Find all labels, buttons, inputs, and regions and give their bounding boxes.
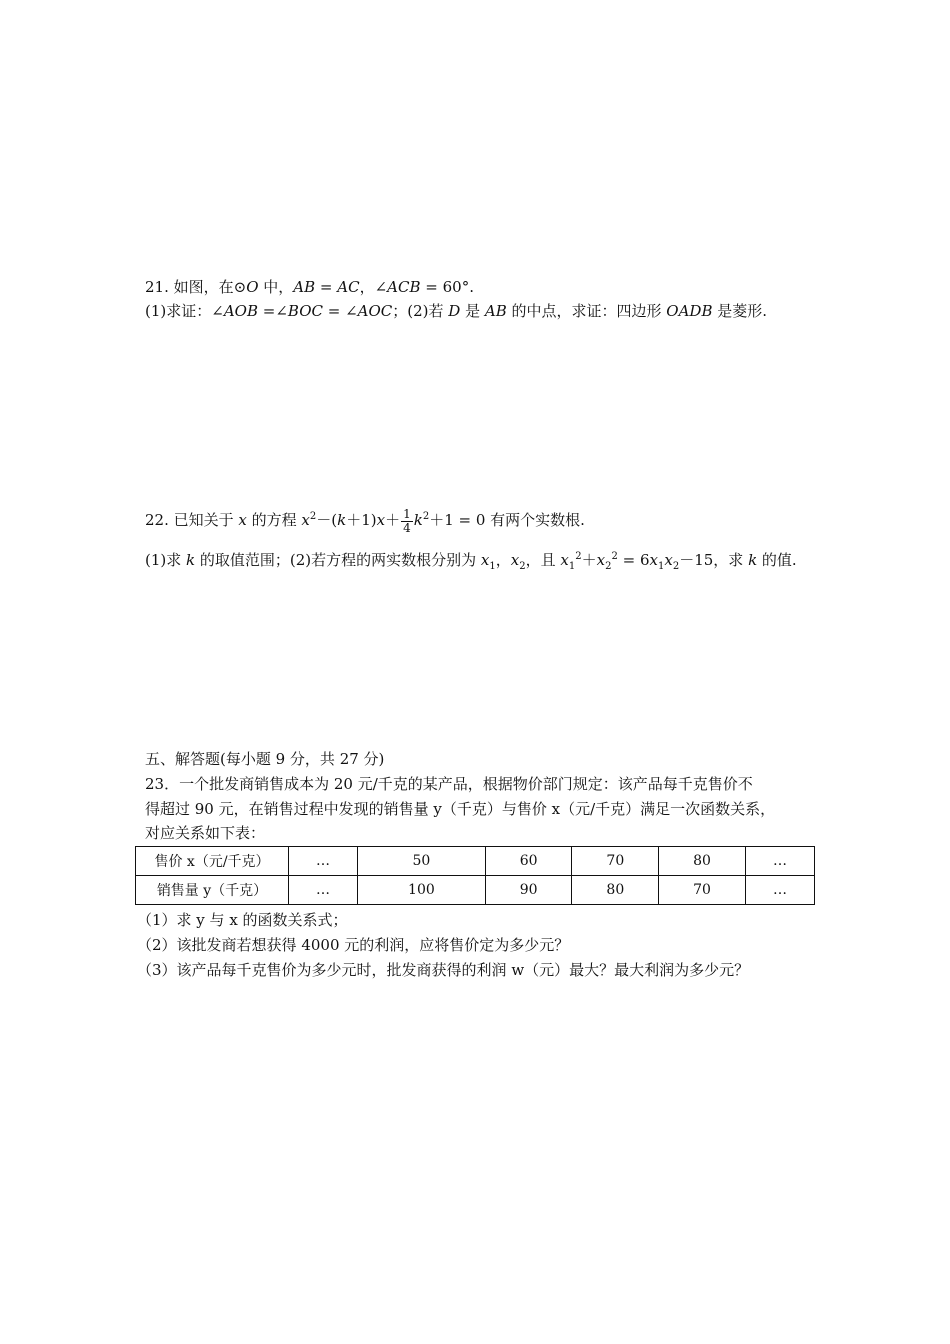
table-cell: 60 bbox=[485, 847, 572, 876]
table-cell: … bbox=[289, 876, 358, 905]
table-cell: 80 bbox=[659, 847, 746, 876]
table-cell: 70 bbox=[659, 876, 746, 905]
q22-line2: (1)求 k 的取值范围；(2)若方程的两实数根分别为 $x_1$，$x_2$，且 $x_1^2+x_2^2 = 6x_1x_2-15$，求 k 的值. bbox=[145, 551, 797, 572]
table-cell: 70 bbox=[572, 847, 659, 876]
table-row bbox=[136, 847, 815, 876]
table-cell: 销售量 y（千克） bbox=[136, 876, 289, 905]
q21-line1: 21. 如图，在⊙O 中，AB = AC，∠ACB = 60°. bbox=[145, 278, 474, 296]
q23-line2: 得超过 90 元，在销售过程中发现的销售量 y（千克）与售价 x（元/千克）满足一次函数关系， bbox=[145, 800, 776, 818]
q23-part2: （2）该批发商若想获得 4000 元的利润，应将售价定为多少元？ bbox=[137, 936, 570, 954]
table-cell: … bbox=[745, 876, 814, 905]
table-cell: … bbox=[745, 847, 814, 876]
price-sales-table bbox=[135, 846, 815, 905]
table-cell: 80 bbox=[572, 876, 659, 905]
q23-line1: 23．一个批发商销售成本为 20 元/千克的某产品，根据物价部门规定：该产品每千克售价不 bbox=[145, 775, 753, 793]
table-cell: … bbox=[289, 847, 358, 876]
table-cell: 100 bbox=[358, 876, 486, 905]
q21-line2: (1)求证：∠AOB =∠BOC = ∠AOC；(2)若 D 是 AB 的中点，求证：四边形 OADB 是菱形. bbox=[145, 302, 768, 320]
q23-part3: （3）该产品每千克售价为多少元时，批发商获得的利润 w（元）最大？最大利润为多少元？ bbox=[137, 961, 750, 979]
q23-line3: 对应关系如下表： bbox=[145, 824, 266, 842]
table-cell: 售价 x（元/千克） bbox=[136, 847, 289, 876]
q22-line1: 22. 已知关于 x 的方程 $x^2-(k+1)x+$ $\frac{1}{4}$ $k^2+1 = 0$ 有两个实数根. bbox=[145, 506, 585, 535]
q23-part1: （1）求 y 与 x 的函数关系式； bbox=[137, 911, 348, 929]
table-cell: 90 bbox=[485, 876, 572, 905]
table-cell: 50 bbox=[358, 847, 486, 876]
section-title: 五、解答题(每小题 9 分，共 27 分) bbox=[145, 750, 385, 768]
fraction-one-quarter: $\frac{1}{4}$ bbox=[403, 506, 411, 535]
table-row bbox=[136, 876, 815, 905]
